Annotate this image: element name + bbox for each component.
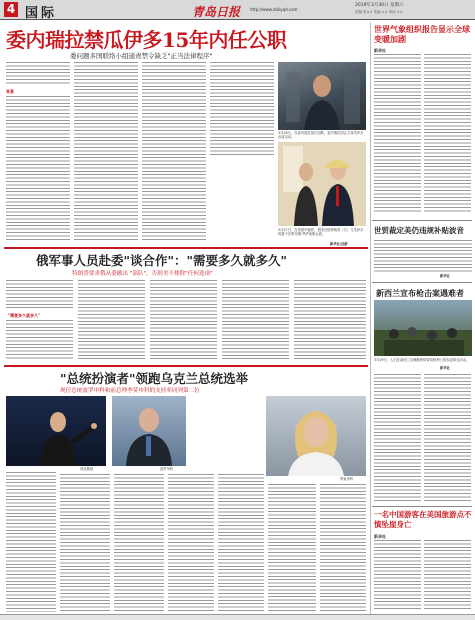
sidebar-story1-text2 <box>424 54 471 214</box>
sidebar-story1-label: 新华社 <box>374 48 386 53</box>
article3-text-col5 <box>218 474 264 612</box>
sidebar-story2-credit: 新华社 <box>440 274 450 278</box>
article3-text-col1 <box>6 472 56 612</box>
article2-text-col1b <box>6 320 73 360</box>
article3-headline: "总统扮演者"领跑乌克兰总统选举 <box>60 371 249 386</box>
article3-text-col6 <box>268 484 316 612</box>
sidebar-story3-text2 <box>424 374 471 502</box>
sidebar-story3-photo <box>374 300 472 356</box>
sidebar-story2-text <box>374 240 472 272</box>
article2-text-col2 <box>78 280 145 360</box>
article1-text-col1 <box>6 62 70 86</box>
article1-subhead: 委问题多国联络小组通责禁令缺乏"正当法律程序" <box>70 52 213 60</box>
article2-subhead: 特朗普要求俄从委撤出 "部队"，否则美不排除"任何选项" <box>72 271 213 277</box>
sidebar-story3-headline: 新西兰宣布枪击案遇难者 <box>376 288 464 298</box>
article2-text-col3 <box>150 280 217 360</box>
sidebar-story3-text <box>374 374 421 502</box>
sidebar-story1-text <box>374 54 421 214</box>
sidebar-story3-credit: 新华社 <box>440 366 450 370</box>
article3-text-col4 <box>168 474 214 612</box>
article3-subhead: 现任总统波罗申科和前总理季莫申科的支持率同列第二位 <box>60 388 200 394</box>
editors: 责编 张×× 美编 ×× 审读 ×× <box>355 10 403 14</box>
article1-photo-trump <box>278 142 366 226</box>
article3-photo2-caption: 波罗申科 <box>160 467 174 471</box>
article2-headline: 俄军事人员赴委"谈合作"："需要多久就多久" <box>36 253 288 268</box>
footer-bar <box>0 614 475 620</box>
article1-text-col2 <box>74 62 138 242</box>
article3-photo3-caption: 季莫申科 <box>340 477 354 481</box>
website-url: http://www.dailyqd.com <box>250 7 298 12</box>
article1-photo-guaido <box>278 62 366 130</box>
sidebar-story4-text2 <box>424 540 471 610</box>
article1-headline: 委内瑞拉禁瓜伊多15年内任公职 <box>6 28 287 52</box>
article2-section-label: "需要多久就多久" <box>8 313 41 318</box>
article3-text-col2 <box>60 474 110 612</box>
article1-text-col1b <box>6 96 70 242</box>
article3-text-col7 <box>320 484 366 612</box>
article3-photo1-caption: 泽连斯基 <box>80 467 94 471</box>
sidebar-story2-headline: 世贸裁定美仍违规补贴波音 <box>374 226 464 235</box>
sidebar-story4-label: 新华社 <box>374 534 386 539</box>
article2-text-col4 <box>222 280 289 360</box>
article1-photo1-caption: 3月28日，在委内瑞拉加拉加斯，委内瑞拉国会主席瓜伊多出席活动。 <box>278 131 364 139</box>
newspaper-logo: 青岛日报 <box>192 5 241 19</box>
article3-text-col3 <box>114 474 164 612</box>
article3-photo-tymoshenko <box>266 396 366 476</box>
article3-photo-zelensky <box>6 396 106 466</box>
article1-text-col3 <box>142 62 206 242</box>
sidebar-story3-caption: 3月29日，人们在新西兰克赖斯特彻奇哈格利公园参加悼念活动。 <box>374 358 470 362</box>
sidebar-story4-headline: 一名中国游客在美国旅游点不慎坠崖身亡 <box>374 510 472 529</box>
section-title: 国际 <box>25 6 58 21</box>
article2-text-col5 <box>294 280 366 360</box>
page-number: 4 <box>4 2 18 17</box>
article1-text-col4 <box>210 62 274 157</box>
article1-credit: 新华社/法新 <box>330 242 348 246</box>
article1-photo2-caption: 3月27日，在美国华盛顿，美国总统特朗普（右）与瓜伊多的妻子法维安娜·罗萨莱斯会面。 <box>278 228 364 236</box>
article2-text-col1 <box>6 280 73 310</box>
article3-photo-poroshenko <box>112 396 186 466</box>
sidebar-story4-text <box>374 540 421 610</box>
sidebar-story1-headline: 世界气象组织报告显示全球变暖加剧 <box>374 24 470 44</box>
issue-date: 2019年3月30日 星期六 <box>355 3 404 8</box>
article1-section-label: 背景 <box>6 89 14 94</box>
